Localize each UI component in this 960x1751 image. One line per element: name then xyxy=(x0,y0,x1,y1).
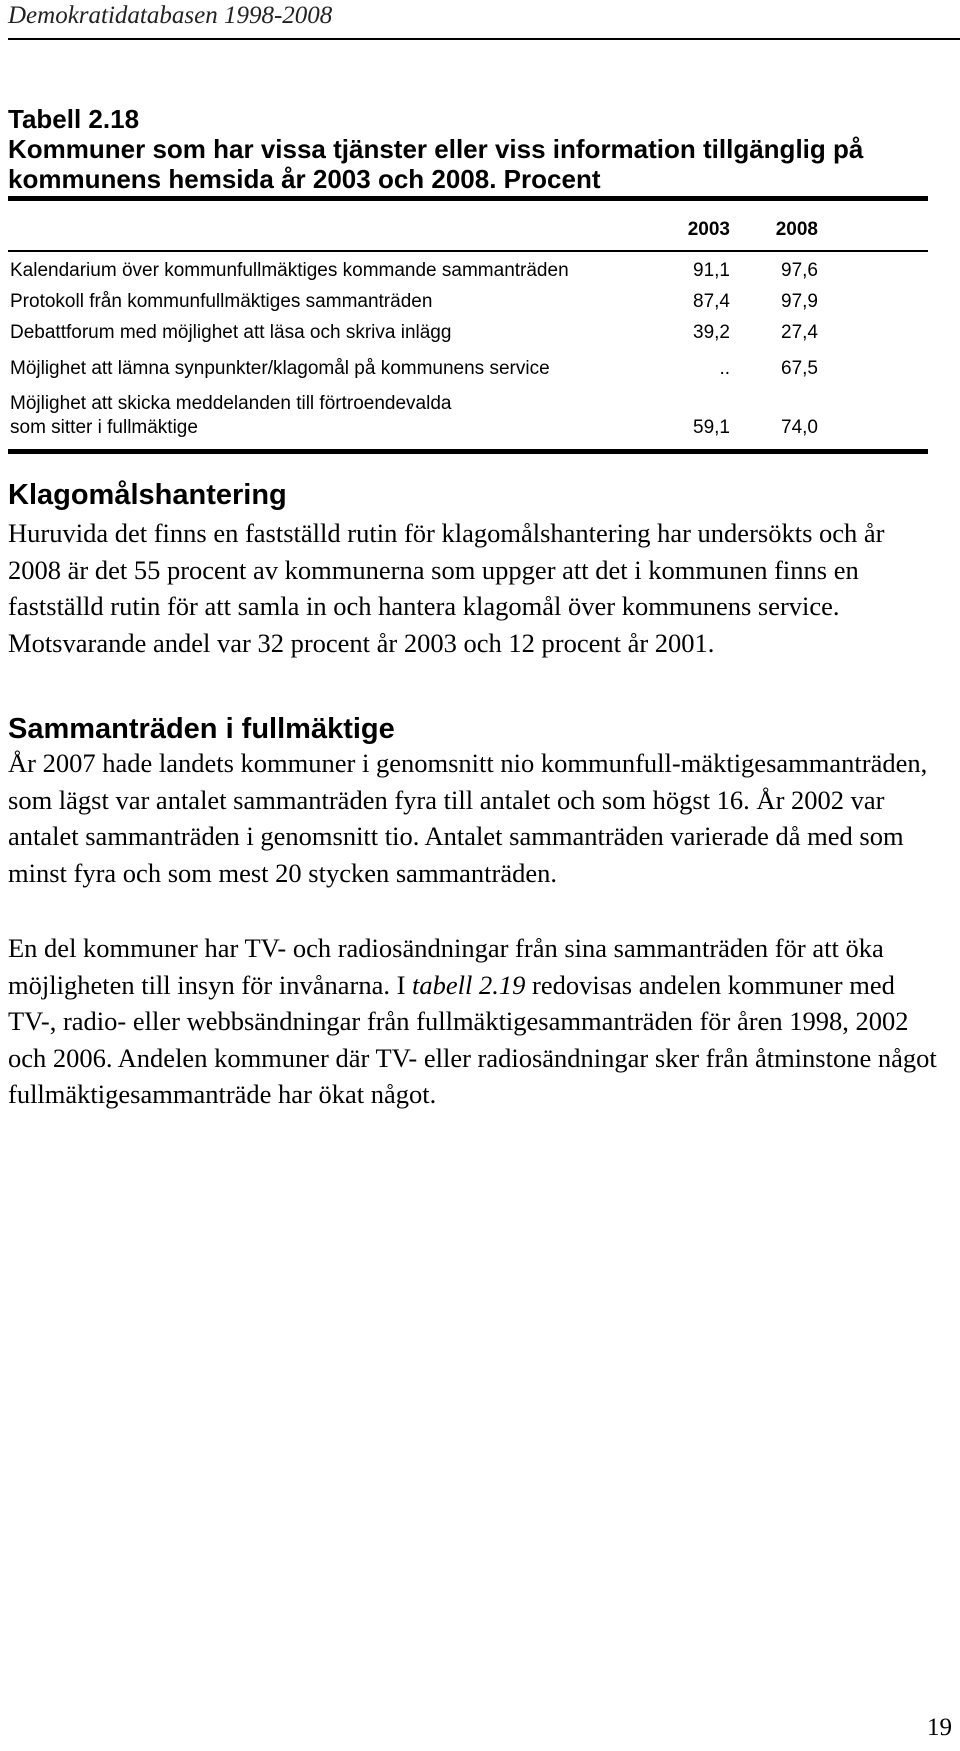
section-heading-klagomal: Klagomålshantering xyxy=(8,479,287,511)
table-title-line-2: kommunens hemsida år 2003 och 2008. Procent xyxy=(8,164,601,194)
row-label: Kalendarium över kommunfullmäktiges kommande sammanträden xyxy=(10,260,569,281)
row-label-line-2: som sitter i fullmäktige xyxy=(10,417,198,438)
row-label-line-1: Möjlighet att skicka meddelanden till förtroendevalda xyxy=(10,393,452,414)
table-bottom-rule xyxy=(8,449,928,454)
section-heading-sammantraden: Sammanträden i fullmäktige xyxy=(8,713,395,745)
row-label: Debattforum med möjlighet att läsa och skriva inlägg xyxy=(10,322,452,343)
value-2003: 91,1 xyxy=(693,260,730,281)
running-header: Demokratidatabasen 1998-2008 xyxy=(8,2,333,29)
column-header-2008: 2008 xyxy=(775,219,818,240)
value-2008: 74,0 xyxy=(781,417,818,438)
value-2008: 97,9 xyxy=(781,291,818,312)
table-title-line-1: Kommuner som har vissa tjänster eller viss information tillgänglig på xyxy=(8,134,864,164)
value-2003: .. xyxy=(719,358,730,379)
table-reference-link: tabell 2.19 xyxy=(412,969,526,1000)
header-rule xyxy=(8,38,960,40)
section-body-klagomal: Huruvida det finns en fastställd rutin för klagomålshantering har undersökts och år 2008 är det 55 procent av kommunerna som uppger att det i kommunen finns en fastställd rutin för att samla in och hantera klagomål över kommunens service. Motsvarande andel var 32 procent år 2003 och 12 procent år 2001. xyxy=(8,518,885,658)
section-body-sammantraden-2 xyxy=(8,930,943,1113)
value-2008: 27,4 xyxy=(781,322,818,343)
column-header-2003: 2003 xyxy=(687,219,730,240)
value-2008: 97,6 xyxy=(781,260,818,281)
value-2003: 87,4 xyxy=(693,291,730,312)
value-2003: 39,2 xyxy=(693,322,730,343)
paragraph-text: redovisas andelen kommuner med TV-, radio- eller webbsändningar från fullmäktigesammanträden för åren 1998, 2002 och 2006. Andelen kommuner där TV- eller radiosändningar sker från åtminstone något fullmäktigesammanträde har ökat något. xyxy=(8,969,937,1109)
page-number: 19 xyxy=(927,1714,952,1741)
paragraph-text: En del kommuner har TV- och radiosändningar från sina sammanträden för att öka möjligheten till insyn för invånarna. I xyxy=(8,933,884,1000)
table-caption xyxy=(8,104,938,194)
table-header-rule xyxy=(8,250,928,252)
table-number: Tabell 2.18 xyxy=(8,104,140,134)
table-top-rule xyxy=(8,196,928,201)
value-2008: 67,5 xyxy=(781,358,818,379)
row-label: Möjlighet att lämna synpunkter/klagomål på kommunens service xyxy=(10,358,550,379)
value-2003: 59,1 xyxy=(693,417,730,438)
section-body-sammantraden-1: År 2007 hade landets kommuner i genomsnitt nio kommunfull-mäktigesammanträden, som lägst var antalet sammanträden fyra till antalet och som högst 16. År 2002 var antalet sammanträden i genomsnitt tio. Antalet sammanträden varierade då med som minst fyra och som mest 20 stycken sammanträden. xyxy=(8,748,928,888)
row-label: Protokoll från kommunfullmäktiges sammanträden xyxy=(10,291,433,312)
